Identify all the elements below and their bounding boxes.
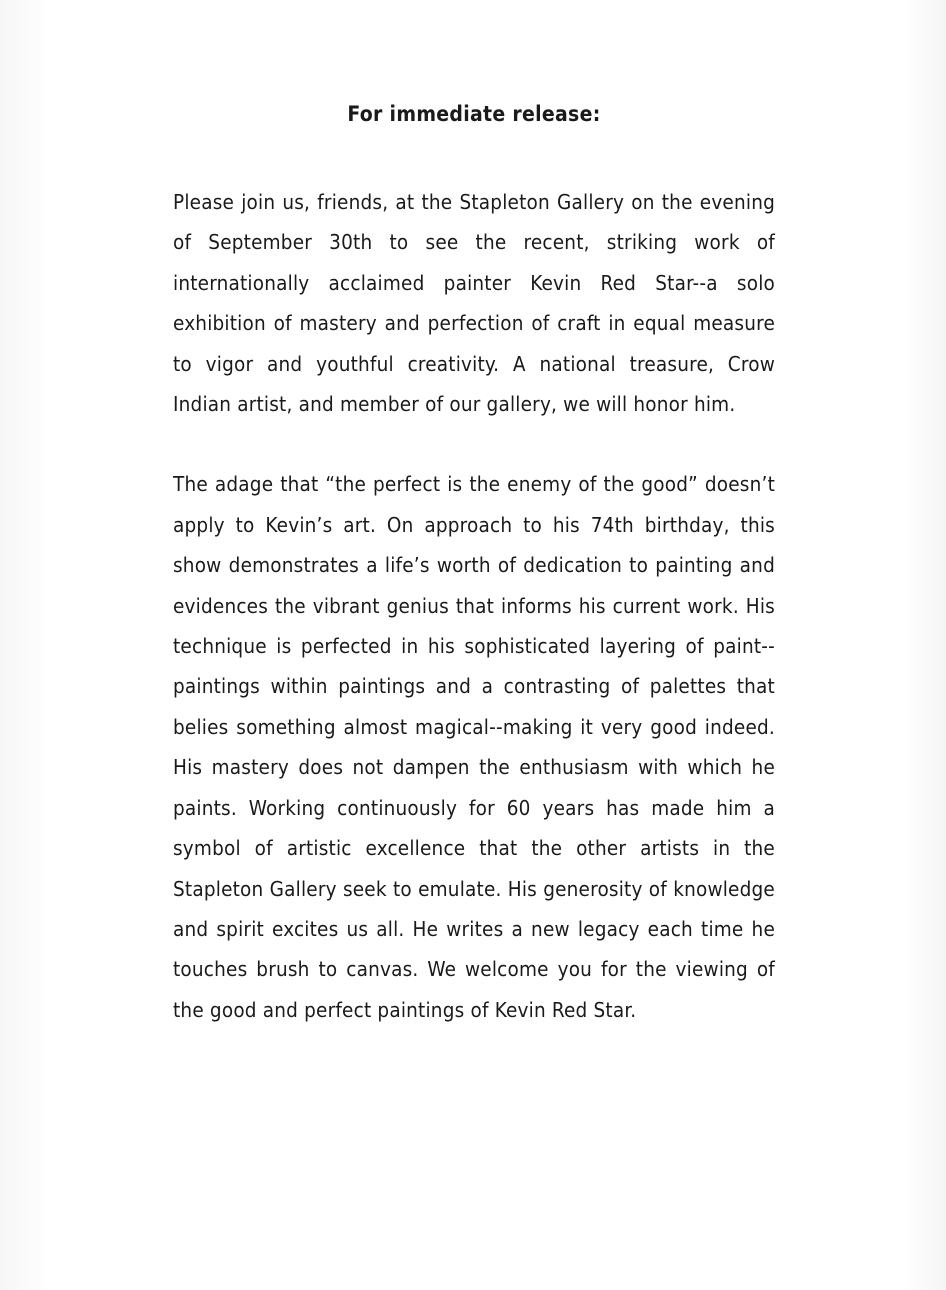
press-release-body	[173, 98, 775, 1030]
page-shadow-left	[0, 0, 52, 1290]
page-shadow-right	[906, 0, 946, 1290]
press-release-heading: For immediate release:	[347, 102, 601, 126]
invitation-paragraph: Please join us, friends, at the Stapleton Gallery on the evening of September 30th to see the recent, striking work of internationally acclaimed painter Kevin Red Star--a solo exhibition of mastery and perfection of craft in equal measure to vigor and youthful creativity. A national treasure, Crow Indian artist, and member of our gallery, we will honor him.	[173, 190, 775, 417]
artist-description-paragraph: The adage that “the perfect is the enemy of the good” doesn’t apply to Kevin’s art. On approach to his 74th birthday, this show demonstrates a life’s worth of dedication to painting and evidences the vibrant genius that informs his current work. His technique is perfected in his sophisticated layering of paint--paintings within paintings and a contrasting of palettes that belies something almost magical--making it very good indeed. His mastery does not dampen the enthusiasm with which he paints. Working continuously for 60 years has made him a symbol of artistic excellence that the other artists in the Stapleton Gallery seek to emulate. His generosity of knowledge and spirit excites us all. He writes a new legacy each time he touches brush to canvas. We welcome you for the viewing of the good and perfect paintings of Kevin Red Star.	[173, 472, 775, 1022]
